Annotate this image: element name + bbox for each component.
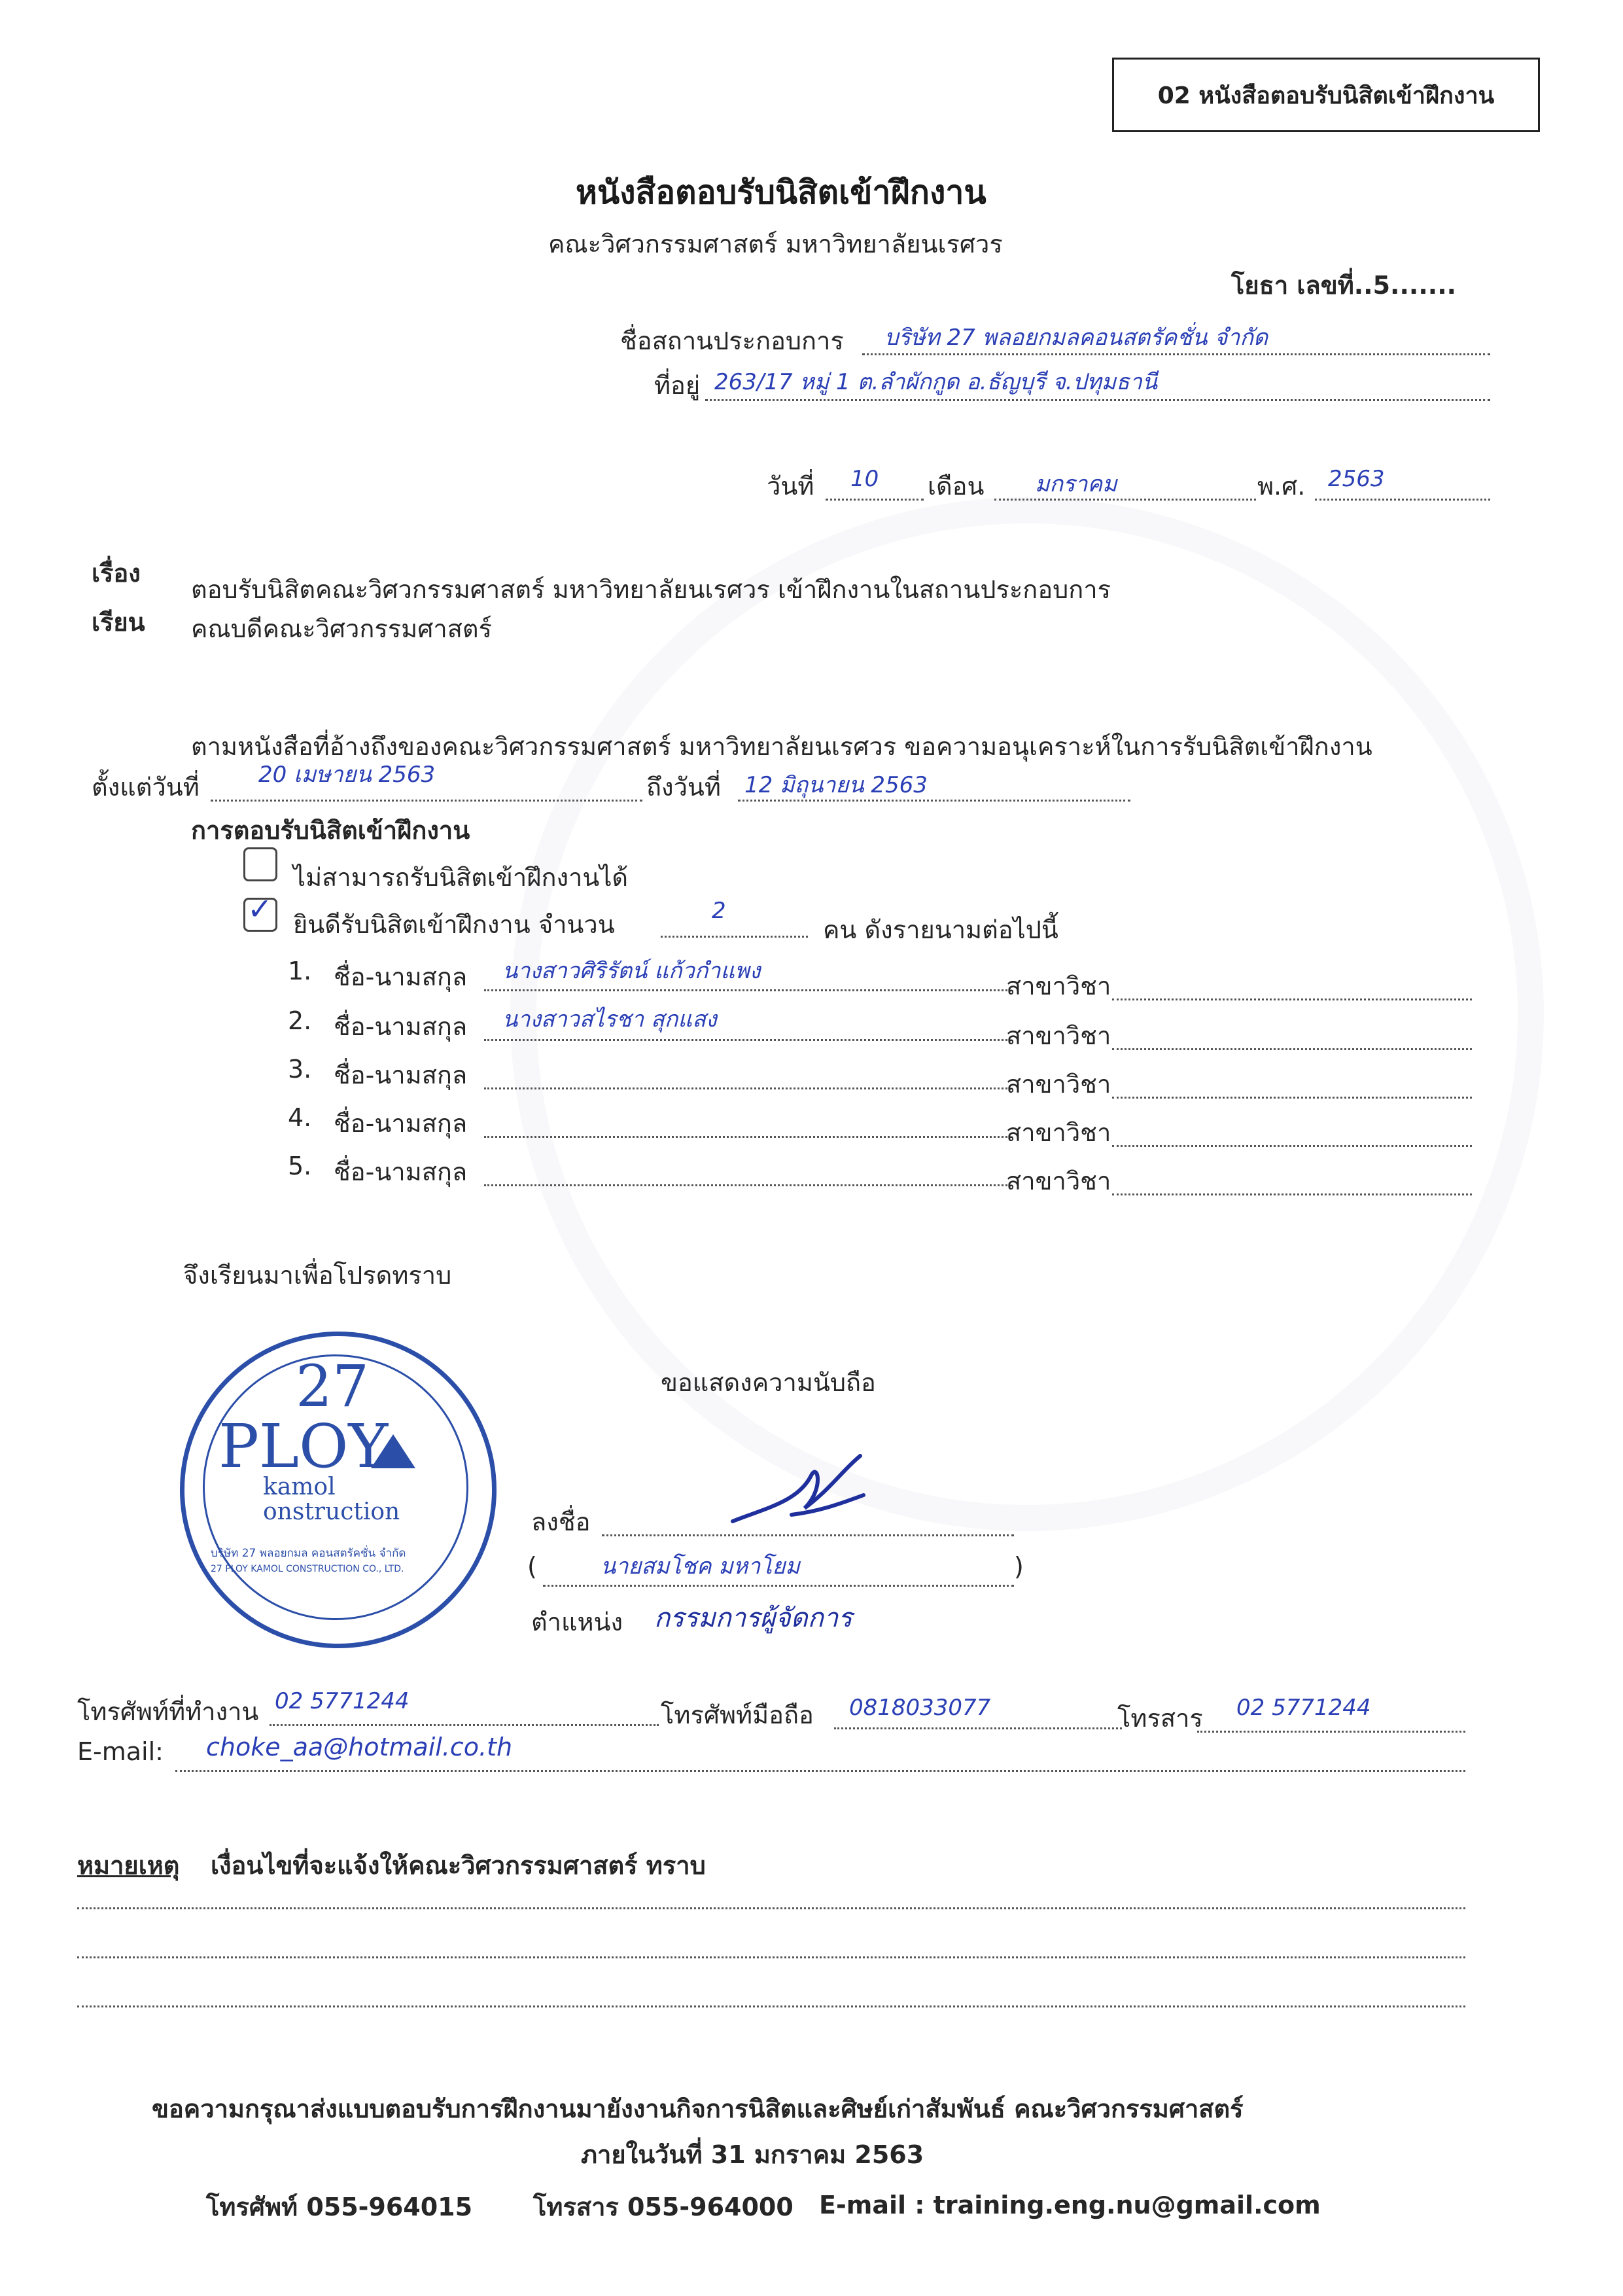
stamp-number: 27 [296, 1352, 369, 1420]
mobile: 0818033077 [849, 1695, 991, 1721]
student-row-number: 3. [288, 1055, 312, 1084]
remark-line [77, 1907, 1465, 1909]
student-name: นางสาวศิริรัตน์ แก้วกำแพง [502, 958, 761, 984]
stamp-brand: PLOY [218, 1411, 389, 1481]
name-close-paren: ) [1014, 1552, 1024, 1581]
footer-fax: โทรสาร 055-964000 [533, 2193, 794, 2221]
document-title: หนังสือตอบรับนิสิตเข้าฝึกงาน [576, 173, 986, 211]
email: choke_aa@hotmail.co.th [206, 1733, 513, 1761]
to-label: เรียน [92, 608, 145, 637]
mobile-line [834, 1727, 1122, 1729]
company-stamp [180, 1332, 497, 1648]
student-name-line [484, 1087, 1007, 1089]
student-name-label: ชื่อ-นามสกุล [334, 1157, 468, 1186]
signer-name: นายสมโชค มหาโยม [601, 1553, 800, 1580]
to-text: คณบดีคณะวิศวกรรมศาสตร์ [191, 614, 492, 643]
stamp-thai-name: บริษัท 27 พลอยกมล คอนสตรัคชั่น จำกัด [211, 1547, 406, 1560]
student-name-line [484, 1184, 1007, 1186]
date-month: มกราคม [1035, 471, 1117, 497]
stamp-logo-triangle-icon [371, 1434, 415, 1468]
remark-line [77, 1956, 1465, 1958]
footer-line2: ภายในวันที่ 31 มกราคม 2563 [581, 2140, 924, 2169]
check-mark-icon: ✓ [247, 891, 273, 927]
student-major-label: สาขาวิชา [1006, 1167, 1111, 1195]
student-major-line [1112, 1097, 1472, 1099]
student-major-label: สาขาวิชา [1006, 972, 1111, 1000]
remark-line [77, 2005, 1465, 2007]
student-name-label: ชื่อ-นามสกุล [334, 963, 468, 991]
office-phone: 02 5771244 [275, 1688, 410, 1714]
date-month-line [994, 499, 1256, 501]
date-year-label: พ.ศ. [1257, 472, 1306, 501]
accept-count: 2 [712, 898, 726, 924]
remark-text: เงื่อนไขที่จะแจ้งให้คณะวิศวกรรมศาสตร์ ทราบ [211, 1851, 706, 1880]
email-line [175, 1770, 1465, 1772]
position-label: ตำแหน่ง [531, 1608, 623, 1636]
accept-option-label: ยินดีรับนิสิตเข้าฝึกงาน จำนวน [293, 910, 615, 939]
student-major-line [1112, 1145, 1472, 1147]
subject-text: ตอบรับนิสิตคณะวิศวกรรมศาสตร์ มหาวิทยาลัยนเรศวร เข้าฝึกงานในสถานประกอบการ [191, 575, 1111, 604]
date-day-line [826, 499, 924, 501]
subject-label: เรื่อง [92, 559, 141, 588]
signature-scribble [726, 1449, 870, 1541]
footer-email: E-mail : training.eng.nu@gmail.com [819, 2191, 1321, 2219]
company-label: ชื่อสถานประกอบการ [620, 327, 844, 355]
accept-count-line [661, 936, 808, 938]
student-name-label: ชื่อ-นามสกุล [334, 1061, 468, 1089]
footer-phone: โทรศัพท์ 055-964015 [206, 2193, 473, 2221]
period-from-label: ตั้งแต่วันที่ [92, 773, 200, 802]
student-name-label: ชื่อ-นามสกุล [334, 1012, 468, 1041]
stamp-english-name: 27 PLOY KAMOL CONSTRUCTION CO., LTD. [211, 1564, 404, 1574]
remark-label: หมายเหตุ [77, 1851, 180, 1880]
student-name-line [484, 1039, 1007, 1041]
regards-text: ขอแสดงความนับถือ [661, 1368, 876, 1397]
student-row-number: 1. [288, 957, 312, 985]
student-row-number: 2. [288, 1006, 312, 1035]
form-code-box: 02 หนังสือตอบรับนิสิตเข้าฝึกงาน [1112, 58, 1540, 132]
date-day: 10 [850, 466, 879, 492]
accept-option-suffix: คน ดังรายนามต่อไปนี้ [823, 915, 1058, 944]
fax: 02 5771244 [1236, 1695, 1371, 1721]
reject-checkbox[interactable] [243, 847, 277, 881]
period-from-line [211, 800, 642, 802]
address-label: ที่อยู่ [654, 371, 701, 400]
mobile-label: โทรศัพท์มือถือ [661, 1701, 814, 1729]
student-name-line [484, 989, 1007, 991]
student-major-label: สาขาวิชา [1006, 1021, 1111, 1050]
address-value: 263/17 หมู่ 1 ต.ลำผักกูด อ.ธัญบุรี จ.ปทุมธานี [714, 369, 1158, 395]
student-major-line [1112, 1193, 1472, 1195]
student-row-number: 4. [288, 1103, 312, 1132]
office-phone-label: โทรศัพท์ที่ทำงาน [77, 1697, 259, 1726]
footer-line1: ขอความกรุณาส่งแบบตอบรับการฝึกงานมายังงานกิจการนิสิตและศิษย์เก่าสัมพันธ์ คณะวิศวกรรมศาสตร์ [152, 2094, 1244, 2123]
sign-label: ลงชื่อ [531, 1508, 591, 1536]
stamp-sub1: kamol [263, 1474, 336, 1500]
date-day-label: วันที่ [767, 472, 814, 501]
student-name-label: ชื่อ-นามสกุล [334, 1109, 468, 1138]
document-subtitle: คณะวิศวกรรมศาสตร์ มหาวิทยาลัยนเรศวร [548, 230, 1003, 258]
date-year: 2563 [1328, 466, 1385, 492]
name-open-paren: ( [527, 1552, 537, 1581]
email-label: E-mail: [77, 1737, 164, 1766]
student-name: นางสาวสไรชา สุกแสง [502, 1006, 717, 1033]
period-to-label: ถึงวันที่ [646, 773, 721, 802]
body-paragraph: ตามหนังสือที่อ้างถึงของคณะวิศวกรรมศาสตร์ มหาวิทยาลัยนเรศวร ขอความอนุเคราะห์ในการรับนิสิตเข้าฝึกงาน [191, 732, 1372, 761]
student-row-number: 5. [288, 1152, 312, 1180]
date-month-label: เดือน [928, 472, 985, 501]
name-line [543, 1585, 1014, 1587]
document-number: โยธา เลขที่..5....... [1231, 271, 1457, 300]
office-phone-line [270, 1724, 659, 1726]
date-year-line [1315, 499, 1490, 501]
student-major-label: สาขาวิชา [1006, 1070, 1111, 1099]
student-major-label: สาขาวิชา [1006, 1118, 1111, 1147]
signer-position: กรรมการผู้จัดการ [654, 1603, 852, 1633]
student-major-line [1112, 1048, 1472, 1050]
student-name-line [484, 1136, 1007, 1138]
response-heading: การตอบรับนิสิตเข้าฝึกงาน [191, 816, 470, 845]
stamp-sub2: onstruction [263, 1498, 400, 1525]
closing-text: จึงเรียนมาเพื่อโปรดทราบ [183, 1261, 452, 1290]
fax-line [1197, 1731, 1465, 1733]
address-line [705, 399, 1490, 401]
reject-option-label: ไม่สามารถรับนิสิตเข้าฝึกงานได้ [293, 863, 629, 892]
period-to: 12 มิถุนายน 2563 [744, 772, 928, 798]
period-from: 20 เมษายน 2563 [258, 762, 436, 788]
student-major-line [1112, 998, 1472, 1000]
fax-label: โทรสาร [1117, 1704, 1203, 1733]
company-name: บริษัท 27 พลอยกมลคอนสตรัคชั่น จำกัด [884, 325, 1268, 351]
